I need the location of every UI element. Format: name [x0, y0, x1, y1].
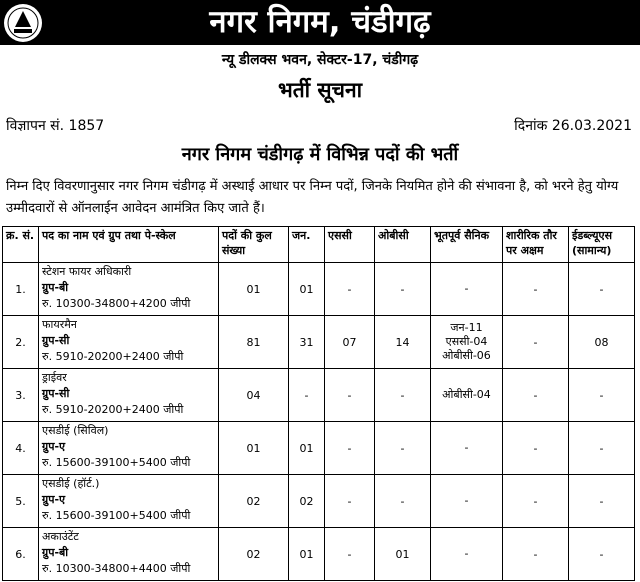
- header-cell: पद का नाम एवं ग्रुप तथा पे-स्केल: [39, 227, 219, 263]
- ex-servicemen-posts: जन-11 एससी-04 ओबीसी-06: [431, 316, 503, 369]
- ph-posts: -: [503, 369, 569, 422]
- header-cell: क्र. सं.: [3, 227, 39, 263]
- total-posts: 81: [219, 316, 289, 369]
- post-details: [39, 528, 219, 581]
- general-posts: 01: [289, 422, 325, 475]
- table-row: [3, 263, 635, 316]
- ex-servicemen-posts: -: [431, 263, 503, 316]
- post-group: ग्रुप-ए: [42, 440, 66, 453]
- obc-posts: 14: [375, 316, 431, 369]
- pay-scale: रु. 15600-39100+5400 जीपी: [42, 509, 191, 522]
- post-details: [39, 316, 219, 369]
- post-group: ग्रुप-सी: [42, 387, 70, 400]
- post-name: ड्राईवर: [42, 371, 67, 384]
- sc-posts: -: [325, 369, 375, 422]
- notice-date: दिनांक 26.03.2021: [514, 118, 632, 134]
- serial-number: 3.: [3, 369, 39, 422]
- header-cell: ईडब्ल्यूएस (सामान्य): [569, 227, 635, 263]
- ews-posts: -: [569, 528, 635, 581]
- notice-subject: नगर निगम चंडीगढ़ में विभिन्न पदों की भर्ती: [181, 144, 459, 165]
- post-name: स्टेशन फायर अधिकारी: [42, 265, 132, 278]
- pay-scale: रु. 10300-34800+4200 जीपी: [42, 297, 191, 310]
- ph-posts: -: [503, 316, 569, 369]
- obc-posts: 01: [375, 528, 431, 581]
- posts-table: [2, 226, 635, 581]
- post-name: एसडीई (हॉर्ट.): [42, 477, 100, 490]
- ews-posts: 08: [569, 316, 635, 369]
- header-cell: पदों की कुल संख्या: [219, 227, 289, 263]
- post-group: ग्रुप-बी: [42, 281, 69, 294]
- table-row: [3, 422, 635, 475]
- total-posts: 02: [219, 528, 289, 581]
- ex-servicemen-posts: ओबीसी-04: [431, 369, 503, 422]
- post-name: फायरमैन: [42, 318, 77, 331]
- ews-posts: -: [569, 422, 635, 475]
- header-cell: जन.: [289, 227, 325, 263]
- obc-posts: -: [375, 369, 431, 422]
- general-posts: -: [289, 369, 325, 422]
- table-row: [3, 316, 635, 369]
- pay-scale: रु. 5910-20200+2400 जीपी: [42, 403, 184, 416]
- ews-posts: -: [569, 475, 635, 528]
- general-posts: 02: [289, 475, 325, 528]
- obc-posts: -: [375, 475, 431, 528]
- ph-posts: -: [503, 528, 569, 581]
- table-row: [3, 528, 635, 581]
- ews-posts: -: [569, 369, 635, 422]
- post-group: ग्रुप-बी: [42, 546, 69, 559]
- sc-posts: -: [325, 422, 375, 475]
- general-posts: 01: [289, 263, 325, 316]
- serial-number: 2.: [3, 316, 39, 369]
- obc-posts: -: [375, 422, 431, 475]
- sc-posts: -: [325, 528, 375, 581]
- header-cell: एससी: [325, 227, 375, 263]
- sc-posts: 07: [325, 316, 375, 369]
- table-header-row: [3, 227, 635, 263]
- total-posts: 01: [219, 422, 289, 475]
- ph-posts: -: [503, 422, 569, 475]
- header-cell: ओबीसी: [375, 227, 431, 263]
- post-name: अकाउंटेंट: [42, 530, 79, 543]
- serial-number: 1.: [3, 263, 39, 316]
- advertisement-number: विज्ञापन सं. 1857: [6, 118, 105, 134]
- post-details: [39, 369, 219, 422]
- post-details: [39, 422, 219, 475]
- serial-number: 5.: [3, 475, 39, 528]
- header-cell: शारीरिक तौर पर अक्षम: [503, 227, 569, 263]
- notice-title: भर्ती सूचना: [277, 78, 363, 102]
- sc-posts: -: [325, 475, 375, 528]
- post-name: एसडीई (सिविल): [42, 424, 109, 437]
- ex-servicemen-posts: -: [431, 422, 503, 475]
- org-title: नगर निगम, चंडीगढ़: [209, 4, 431, 40]
- ews-posts: -: [569, 263, 635, 316]
- ex-servicemen-posts: -: [431, 528, 503, 581]
- obc-posts: -: [375, 263, 431, 316]
- sc-posts: -: [325, 263, 375, 316]
- address: न्यू डीलक्स भवन, सेक्टर-17, चंडीगढ़: [221, 52, 419, 68]
- total-posts: 04: [219, 369, 289, 422]
- post-details: [39, 263, 219, 316]
- table-row: [3, 369, 635, 422]
- pay-scale: रु. 5910-20200+2400 जीपी: [42, 350, 184, 363]
- general-posts: 01: [289, 528, 325, 581]
- ex-servicemen-posts: -: [431, 475, 503, 528]
- pay-scale: रु. 15600-39100+5400 जीपी: [42, 456, 191, 469]
- pay-scale: रु. 10300-34800+4400 जीपी: [42, 562, 191, 575]
- header-banner: [0, 0, 640, 45]
- post-details: [39, 475, 219, 528]
- serial-number: 6.: [3, 528, 39, 581]
- intro-paragraph: निम्न दिए विवरणानुसार नगर निगम चंडीगढ़ में अस्थाई आधार पर निम्न पदों, जिनके नियमित होने की संभावना है, को भरने हेतु योग्य उम्मीदवारों से ऑनलाईन आवेदन आमंत्रित किए जाते हैं।: [6, 179, 619, 216]
- table-row: [3, 475, 635, 528]
- post-group: ग्रुप-सी: [42, 334, 70, 347]
- post-group: ग्रुप-ए: [42, 493, 66, 506]
- header-cell: भूतपूर्व सैनिक: [431, 227, 503, 263]
- ph-posts: -: [503, 475, 569, 528]
- total-posts: 02: [219, 475, 289, 528]
- serial-number: 4.: [3, 422, 39, 475]
- ph-posts: -: [503, 263, 569, 316]
- total-posts: 01: [219, 263, 289, 316]
- general-posts: 31: [289, 316, 325, 369]
